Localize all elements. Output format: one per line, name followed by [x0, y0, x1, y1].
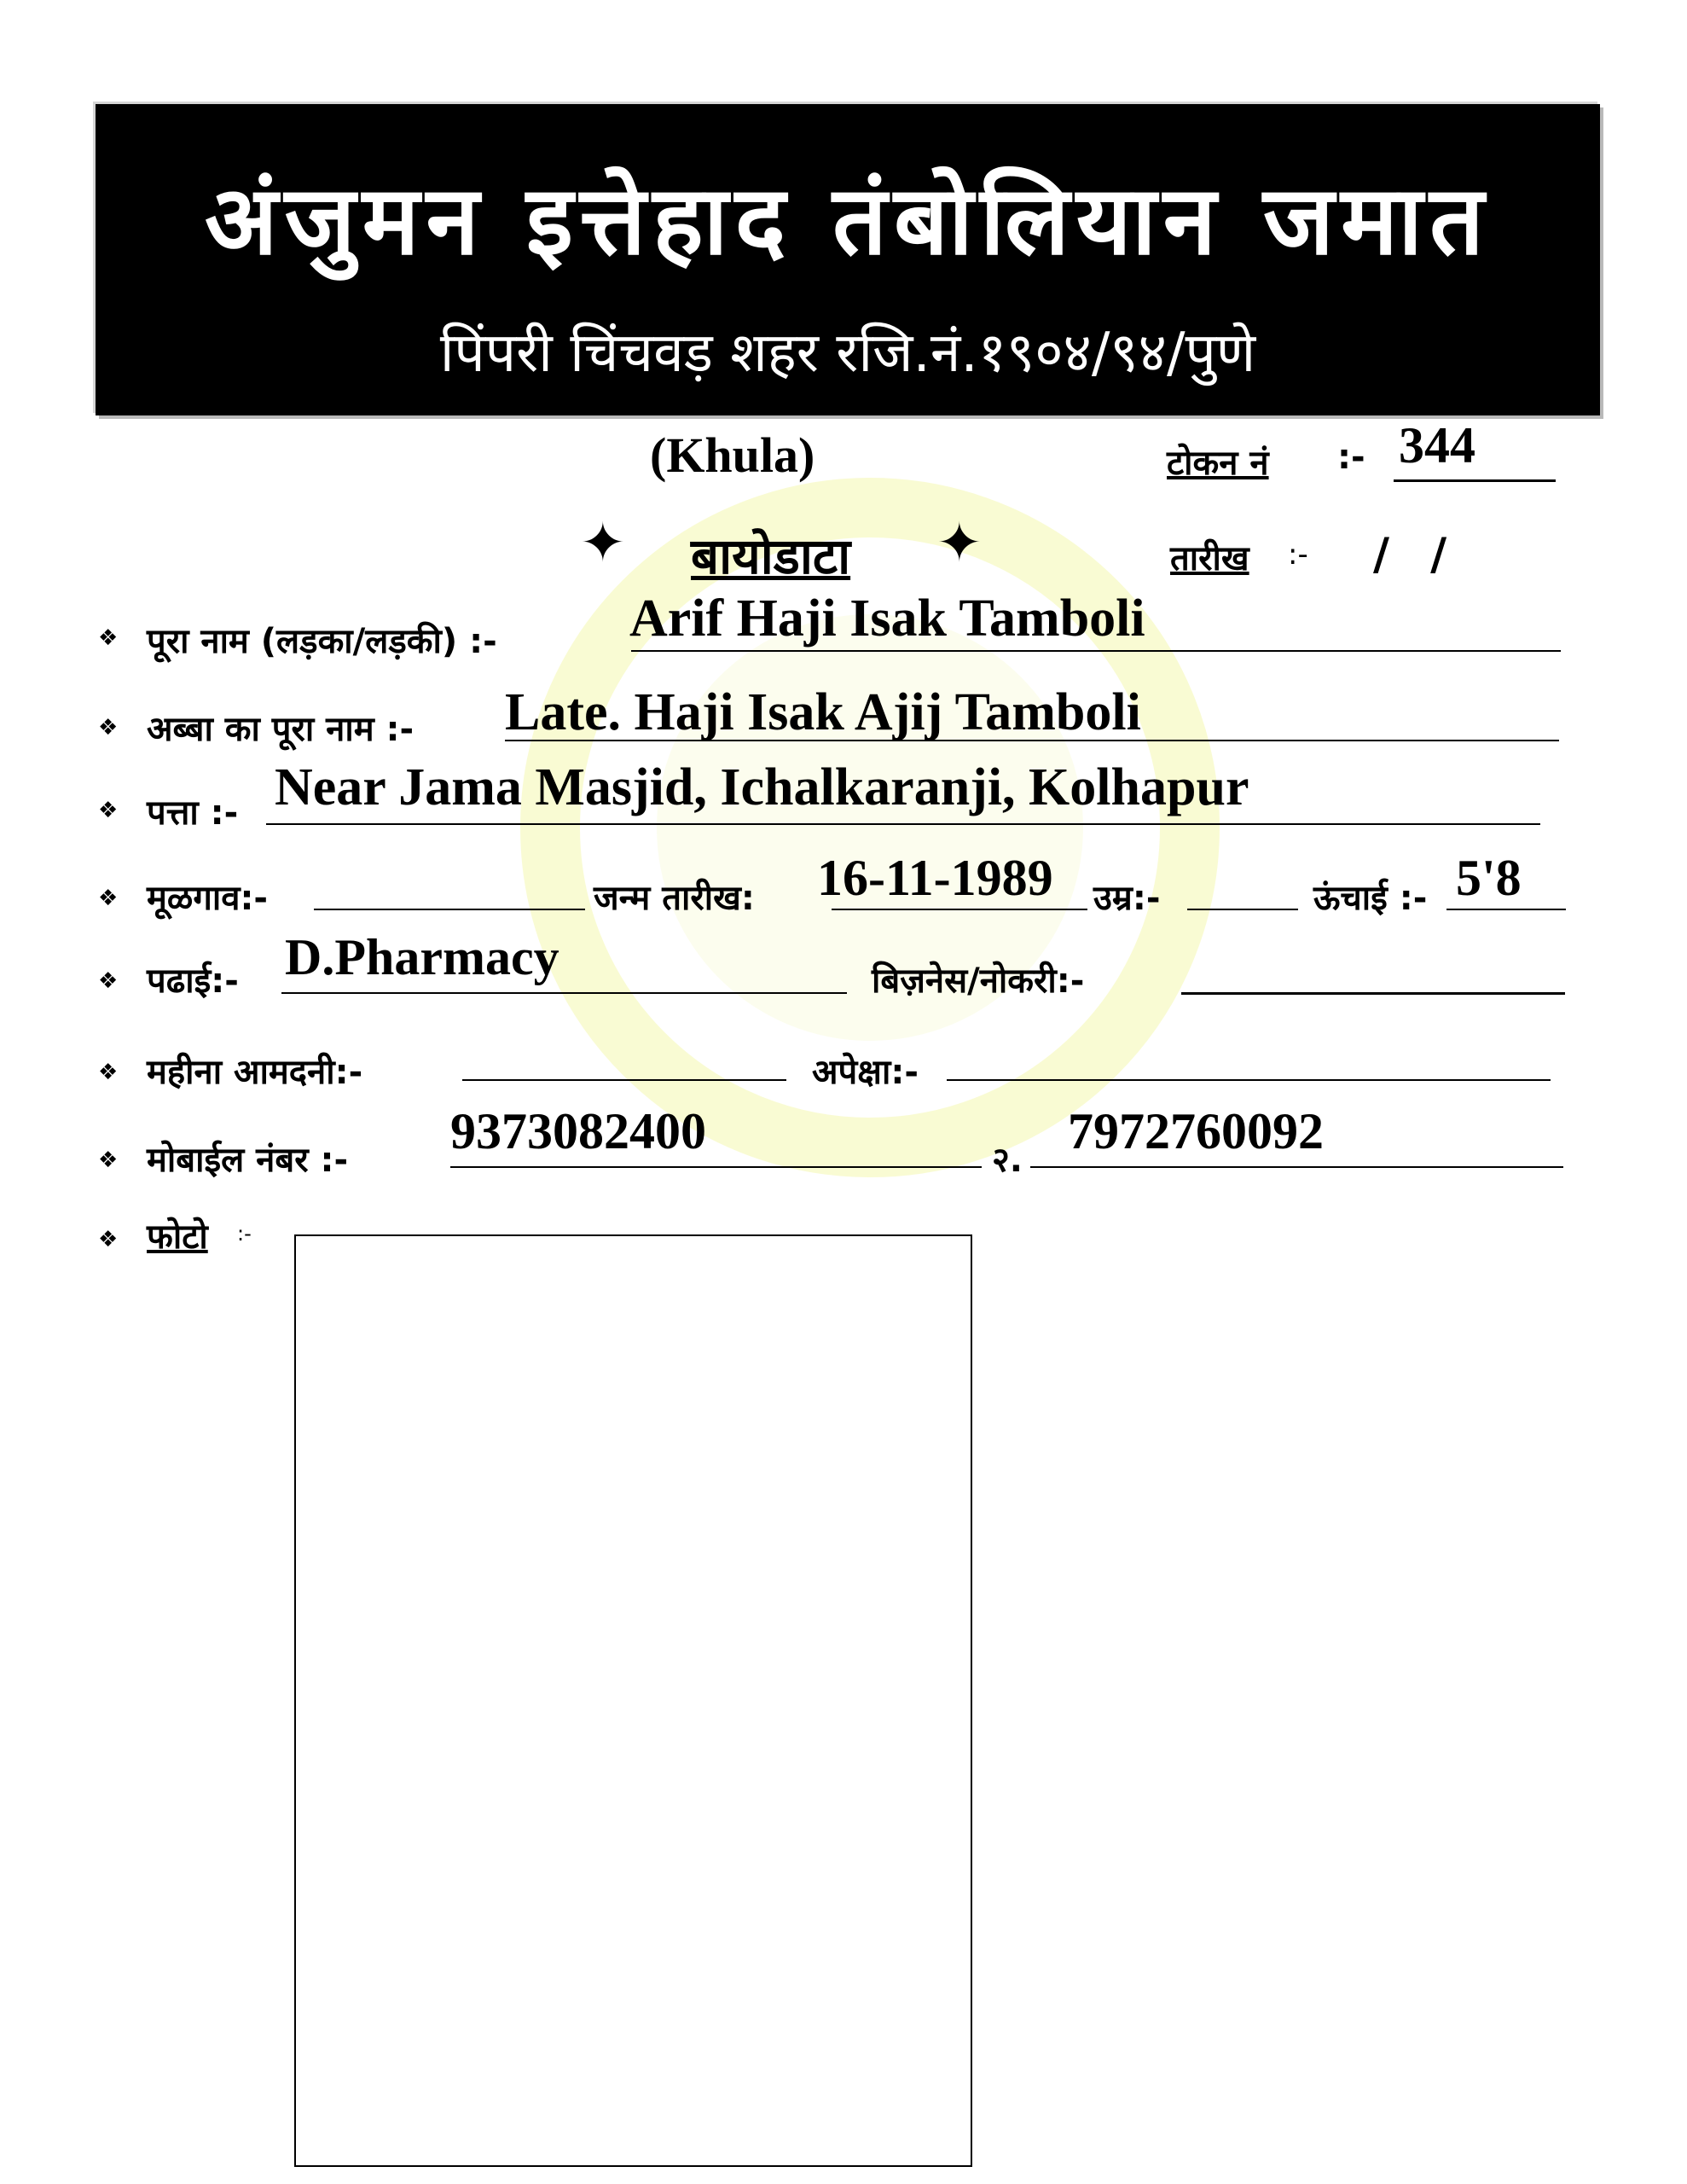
monthly-income-line	[462, 1079, 786, 1081]
full-name-value: Arif Haji Isak Tamboli	[629, 590, 1145, 648]
expectation-line	[947, 1079, 1551, 1081]
occupation-line	[1181, 992, 1565, 995]
diamond-bullet-icon: ❖	[98, 886, 119, 911]
education-label: पढाई:-	[147, 961, 239, 1001]
monthly-income-label: महीना आमदनी:-	[147, 1053, 363, 1092]
height-line	[1446, 909, 1566, 910]
father-name-line	[505, 740, 1559, 741]
token-separator: :-	[1337, 438, 1365, 477]
address-value: Near Jama Masjid, Ichalkaranji, Kolhapur	[275, 758, 1249, 816]
full-name-label: पूरा नाम (लड़का/लड़की) :-	[147, 622, 497, 661]
mobile2-label: २.	[992, 1141, 1023, 1180]
token-underline	[1394, 479, 1556, 482]
four-point-star-icon: ✦	[580, 512, 626, 575]
four-point-star-icon: ✦	[936, 512, 983, 575]
mobile-value: 9373082400	[450, 1103, 706, 1159]
diamond-bullet-icon: ❖	[98, 1147, 119, 1173]
expectation-label: अपेक्षा:-	[812, 1053, 919, 1092]
age-line	[1187, 909, 1298, 910]
diamond-bullet-icon: ❖	[98, 798, 119, 823]
occupation-label: बिज़नेस/नोकरी:-	[872, 961, 1085, 1001]
native-place-label: मूळगाव:-	[147, 879, 269, 918]
address-line	[266, 823, 1540, 825]
mobile2-value: 7972760092	[1068, 1103, 1324, 1159]
age-label: उम्र:-	[1093, 879, 1161, 918]
biodata-heading: बायोडाटा	[691, 527, 851, 585]
organization-subtitle: पिंपरी चिंचवड़ शहर रजि.नं.१९०४/९४/पुणे	[439, 322, 1256, 385]
photo-separator: :-	[237, 1222, 252, 1246]
mobile-line	[450, 1166, 982, 1168]
address-label: पत्ता :-	[147, 793, 239, 833]
photo-label: फोटो	[147, 1217, 208, 1257]
birth-date-label: जन्म तारीख:	[594, 879, 755, 918]
diamond-bullet-icon: ❖	[98, 625, 119, 651]
photo-box	[294, 1234, 972, 2167]
education-line	[281, 992, 847, 994]
education-value: D.Pharmacy	[285, 929, 559, 985]
height-value: 5'8	[1456, 850, 1522, 906]
diamond-bullet-icon: ❖	[98, 1227, 119, 1252]
form-type-label: (Khula)	[650, 427, 815, 483]
mobile2-line	[1030, 1166, 1563, 1168]
date-value: / /	[1373, 529, 1447, 580]
organization-title: अंजुमन इत्तेहाद तंबोलियान जमात	[205, 166, 1491, 276]
native-place-line	[314, 909, 585, 910]
full-name-line	[631, 650, 1561, 652]
father-name-value: Late. Haji Isak Ajij Tamboli	[505, 683, 1141, 741]
token-label: टोकन नं	[1167, 444, 1269, 483]
birth-date-value: 16-11-1989	[817, 850, 1053, 906]
mobile-label: मोबाईल नंबर :-	[147, 1141, 349, 1180]
diamond-bullet-icon: ❖	[98, 1060, 119, 1085]
date-separator: :-	[1288, 537, 1308, 572]
father-name-label: अब्बा का पूरा नाम :-	[147, 710, 415, 749]
birth-date-line	[832, 909, 1087, 910]
diamond-bullet-icon: ❖	[98, 715, 119, 741]
header-banner	[96, 104, 1600, 415]
date-label: तारीख	[1170, 539, 1249, 578]
height-label: ऊंचाई :-	[1313, 879, 1428, 918]
token-value: 344	[1399, 417, 1475, 473]
diamond-bullet-icon: ❖	[98, 968, 119, 994]
